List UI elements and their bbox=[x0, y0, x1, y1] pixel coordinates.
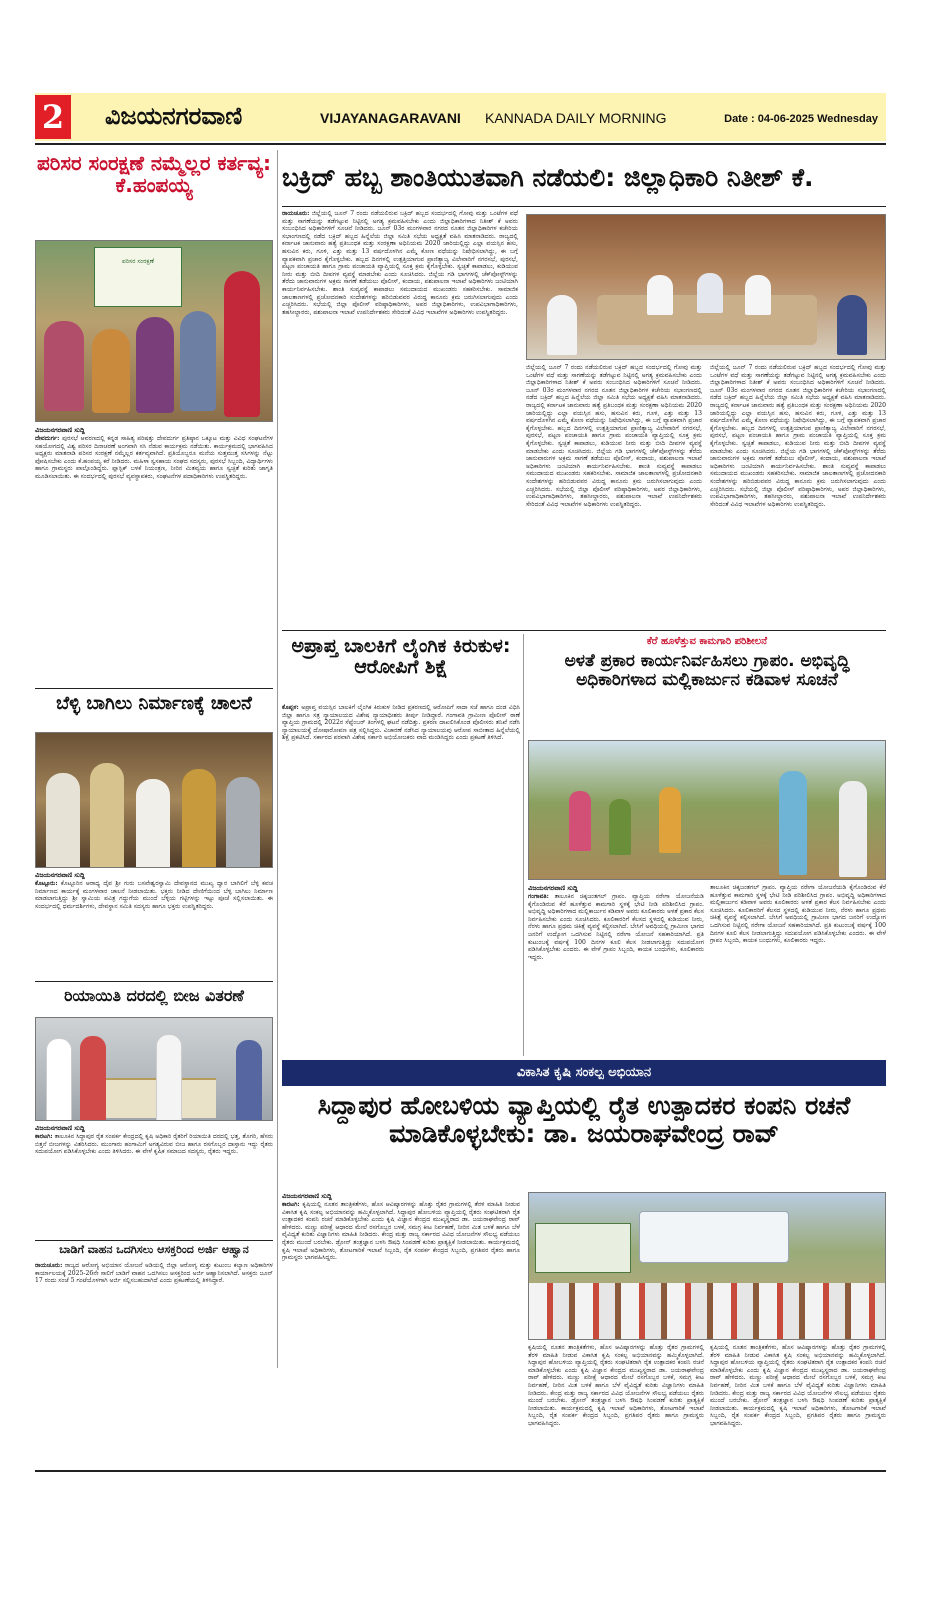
masthead-name-kannada: ವಿಜಯನಗರವಾಣಿ bbox=[105, 102, 243, 130]
person-figure bbox=[569, 791, 591, 851]
story6-kicker: ಕೆರೆ ಹೂಳೆತ್ತುವ ಕಾಮಗಾರಿ ಪರಿಶೀಲನೆ bbox=[646, 636, 768, 647]
person-figure bbox=[180, 311, 216, 411]
story4-body bbox=[35, 1262, 273, 1366]
lead-body-col1 bbox=[282, 210, 518, 626]
person-figure bbox=[182, 769, 216, 868]
story7-byline: ವಿಜಯನಗರವಾಣಿ ಸುದ್ದಿ bbox=[282, 1192, 332, 1200]
photo-banner: ಪರಿಸರ ಸಂರಕ್ಷಣೆ bbox=[94, 247, 182, 307]
story2-text: ಕೊಟ್ಟೂರಿನ ಆರಾಧ್ಯ ದೈವ ಶ್ರೀ ಗುರು ಬಸವೇಶ್ವರಸ್ವಾಮಿ ದೇವಸ್ಥಾನದ ಮುಖ್ಯ ದ್ವಾರ ಬಾಗಿಲಿಗೆ ಬೆಳ್ಳಿ ಕವಚ ನಿರ್ಮಾಣದ ಕಾರ್ಯಕ್ಕೆ ಮಂಗಳವಾರ ಚಾಲನೆ ನೀಡಲಾಯಿತು. ಭಕ್ತರು ನೀಡಿದ ದೇಣಿಗೆಯಿಂದ ಬೆಳ್ಳಿ ಬಾಗಿಲು ನಿರ್ಮಾಣ ಮಾಡಲಾಗುತ್ತಿದ್ದು ಶ್ರೀ ಸ್ವಾಮಿಯ ಪವಿತ್ರ ಗದ್ದುಗೆಯ ಮುಂದೆ ಬೆಳ್ಳಿಯ ಗಟ್ಟಿಗಳನ್ನು ಇಟ್ಟು ಪೂಜೆ ಸಲ್ಲಿಸಲಾಯಿತು. ಈ ಸಂದರ್ಭದಲ್ಲಿ ಧರ್ಮದರ್ಶಿಗಳು, ದೇವಸ್ಥಾನ ಸಮಿತಿ ಸದಸ್ಯರು ಹಾಗೂ ಭಕ್ತರು ಉಪಸ್ಥಿತರಿದ್ದರು. bbox=[35, 880, 273, 910]
story2-photo bbox=[35, 732, 273, 868]
person-figure bbox=[236, 1040, 262, 1121]
story3-text: ತಾಲೂಕಿನ ಸಿದ್ದಾಪುರ ರೈತ ಸಂಪರ್ಕ ಕೇಂದ್ರದಲ್ಲಿ ಕೃಷಿ ಅಧಿಕಾರಿ ರೈತರಿಗೆ ರಿಯಾಯಿತಿ ದರದಲ್ಲಿ ಭತ್ತ, ತೊಗರಿ, ಹೆಸರು ಬಿತ್ತನೆ ಬೀಜಗಳನ್ನು ವಿತರಿಸಿದರು. ಮುಂಗಾರು ಹಂಗಾಮಿಗೆ ಅಗತ್ಯವಿರುವ ಬೀಜ ಹಾಗೂ ರಸಗೊಬ್ಬರ ದಾಸ್ತಾನು ಇದ್ದು ರೈತರು ಸದುಪಯೋಗ ಪಡಿಸಿಕೊಳ್ಳಬೇಕು ಎಂದು ತಿಳಿಸಿದರು. ಈ ವೇಳೆ ಕೃಷಿಕ ಸಮಾಜದ ಸದಸ್ಯರು, ರೈತರು ಇದ್ದರು. bbox=[35, 1133, 273, 1156]
divider bbox=[282, 206, 886, 207]
story1-photo bbox=[35, 240, 273, 422]
person-figure bbox=[745, 275, 771, 315]
story3-photo bbox=[35, 1017, 273, 1121]
story1-text: ಪುರಸಭೆ ಆವರಣದಲ್ಲಿ ಕನ್ನಡ ಸಾಹಿತ್ಯ ಪರಿಷತ್ತು ದೇವದುರ್ಗ ಪ್ರತಿಷ್ಠಾನ ಒಕ್ಕೂಟ ಮತ್ತು ವಿವಿಧ ಸಂಘಟನೆಗಳ ಸಹಯೋಗದಲ್ಲಿ ವಿಶ್ವ ಪರಿಸರ ದಿನಾಚರಣೆ ಅಂಗವಾಗಿ ಸಸಿ ನೆಡುವ ಕಾರ್ಯಕ್ರಮ ನಡೆಯಿತು. ಕಾರ್ಯಕ್ರಮದಲ್ಲಿ ಭಾಗವಹಿಸಿದ ಅಧ್ಯಕ್ಷರು ಮಾತನಾಡಿ ಪರಿಸರ ಸಂರಕ್ಷಣೆ ನಮ್ಮೆಲ್ಲರ ಕರ್ತವ್ಯವಾಗಿದೆ. ಪ್ರತಿಯೊಬ್ಬರೂ ಮನೆಯ ಸುತ್ತಮುತ್ತ ಸಸಿಗಳನ್ನು ನೆಟ್ಟು ಪೋಷಿಸಬೇಕು ಎಂದು ಕೆ.ಹಂಪಯ್ಯ ಕರೆ ನೀಡಿದರು. ಮಹಿಳಾ ಸ್ವಸಹಾಯ ಸಂಘದ ಸದಸ್ಯರು, ಪುರಸಭೆ ಸಿಬ್ಬಂದಿ, ವಿದ್ಯಾರ್ಥಿಗಳು ಹಾಗೂ ಗ್ರಾಮಸ್ಥರು ಪಾಲ್ಗೊಂಡಿದ್ದರು. ಪ್ಲಾಸ್ಟಿಕ್ ಬಳಕೆ ನಿಯಂತ್ರಣ, ನೀರಿನ ಮಿತವ್ಯಯ ಹಾಗೂ ಸ್ವಚ್ಛತೆ ಕುರಿತು ಜಾಗೃತಿ ಮೂಡಿಸಲಾಯಿತು. ಈ ಸಂದರ್ಭದಲ್ಲಿ ಪುರಸಭೆ ವ್ಯವಸ್ಥಾಪಕರು, ಸಂಘಟನೆಗಳ ಪದಾಧಿಕಾರಿಗಳು ಉಪಸ್ಥಿತರಿದ್ದರು. bbox=[35, 435, 273, 480]
story6-body-col2 bbox=[710, 884, 886, 1055]
story6-byline: ವಿಜಯನಗರವಾಣಿ ಸುದ್ದಿ bbox=[528, 884, 578, 892]
story3-headline: ರಿಯಾಯಿತಿ ದರದಲ್ಲಿ ಬೀಜ ವಿತರಣೆ bbox=[64, 987, 244, 1005]
masthead-divider bbox=[35, 143, 886, 145]
page-number: 2 bbox=[35, 95, 71, 139]
lead-text-continued: ಜಿಲ್ಲೆಯಲ್ಲಿ ಜೂನ್ 7 ರಂದು ನಡೆಯಲಿರುವ ಬಕ್ರಿದ್ ಹಬ್ಬದ ಸಂದರ್ಭದಲ್ಲಿ ಗೋವು ಮತ್ತು ಒಂಟೆಗಳ ವಧೆ ಮತ್ತು ಸಾಗಣೆಯನ್ನು ತಡೆಗಟ್ಟುವ ನಿಟ್ಟಿನಲ್ಲಿ ಅಗತ್ಯ ಕ್ರಮವಹಿಸಬೇಕು ಎಂದು ಜಿಲ್ಲಾಧಿಕಾರಿಗಳಾದ ನಿತೀಶ್ ಕೆ ಅವರು ಸಂಬಂಧಿಸಿದ ಅಧಿಕಾರಿಗಳಿಗೆ ಸೂಚನೆ ನೀಡಿದರು. ಜೂನ್ 03ರ ಮಂಗಳವಾರ ನಗರದ ನೂತನ ಜಿಲ್ಲಾಧಿಕಾರಿಗಳ ಕಚೇರಿಯ ಸಭಾಂಗಣದಲ್ಲಿ ನಡೆದ ಬಕ್ರಿದ್ ಹಬ್ಬದ ಹಿನ್ನೆಲೆಯ ಜಿಲ್ಲಾ ಸಮಿತಿ ಸಭೆಯ ಅಧ್ಯಕ್ಷತೆ ವಹಿಸಿ ಮಾತನಾಡಿದರು. ರಾಜ್ಯದಲ್ಲಿ ಕರ್ನಾಟಕ ಜಾನುವಾರು ಹತ್ಯೆ ಪ್ರತಿಬಂಧಕ ಮತ್ತು ಸಂರಕ್ಷಣಾ ಅಧಿನಿಯಮ 2020 ಜಾರಿಯಲ್ಲಿದ್ದು ಎಲ್ಲಾ ವಯಸ್ಸಿನ ಹಸು, ಹಸುವಿನ ಕರು, ಗೂಳಿ, ಎತ್ತು ಮತ್ತು 13 ವರ್ಷದೊಳಗಿನ ಎಮ್ಮೆ ಕೋಣ ವಧೆಯನ್ನು ನಿಷೇಧಿಸಲಾಗಿದ್ದು, ಈ ಬಗ್ಗೆ ವ್ಯಾಪಕವಾಗಿ ಪ್ರಚಾರ ಕೈಗೊಳ್ಳಬೇಕು. ಹಬ್ಬದ ದಿನಗಳಲ್ಲಿ ಉತ್ಪತ್ತಿಯಾಗುವ ಪ್ರಾಣಿತ್ಯಾಜ್ಯ ವಿಲೇವಾರಿಗೆ ನಗರಸಭೆ, ಪುರಸಭೆ, ಪಟ್ಟಣ ಪಂಚಾಯತಿ ಹಾಗೂ ಗ್ರಾಮ ಪಂಚಾಯತಿ ವ್ಯಾಪ್ತಿಯಲ್ಲಿ ಸೂಕ್ತ ಕ್ರಮ ಕೈಗೊಳ್ಳಬೇಕು. ಸ್ವಚ್ಛತೆ ಕಾಪಾಡಲು, ಕುಡಿಯುವ ನೀರು ಮತ್ತು ಬೀದಿ ದೀಪಗಳ ವ್ಯವಸ್ಥೆ ಮಾಡಬೇಕು ಎಂದು ಸೂಚಿಸಿದರು. ಜಿಲ್ಲೆಯ ಗಡಿ ಭಾಗಗಳಲ್ಲಿ ಚೆಕ್‌ಪೋಸ್ಟ್‌ಗಳನ್ನು ತೆರೆದು ಜಾನುವಾರುಗಳ ಅಕ್ರಮ ಸಾಗಣೆ ತಡೆಯಲು ಪೊಲೀಸ್, ಕಂದಾಯ, ಪಶುಪಾಲನಾ ಇಲಾಖೆ ಅಧಿಕಾರಿಗಳು ಜಂಟಿಯಾಗಿ ಕಾರ್ಯನಿರ್ವಹಿಸಬೇಕು. ಶಾಂತಿ ಸುವ್ಯವಸ್ಥೆ ಕಾಪಾಡಲು ಸಮುದಾಯದ ಮುಖಂಡರು ಸಹಕರಿಸಬೇಕು. ಸಾಮಾಜಿಕ ಜಾಲತಾಣಗಳಲ್ಲಿ ಪ್ರಚೋದನಕಾರಿ ಸಂದೇಶಗಳನ್ನು ಹರಿಬಿಡುವವರ ವಿರುದ್ಧ ಕಾನೂನು ಕ್ರಮ ಜರುಗಿಸಲಾಗುವುದು ಎಂದು ಎಚ್ಚರಿಸಿದರು. ಸಭೆಯಲ್ಲಿ ಜಿಲ್ಲಾ ಪೊಲೀಸ್ ವರಿಷ್ಠಾಧಿಕಾರಿಗಳು, ಅಪರ ಜಿಲ್ಲಾಧಿಕಾರಿಗಳು, ಉಪವಿಭಾಗಾಧಿಕಾರಿಗಳು, ತಹಸೀಲ್ದಾರರು, ಪಶುಪಾಲನಾ ಇಲಾಖೆ ಉಪನಿರ್ದೇಶಕರು ಸೇರಿದಂತೆ ವಿವಿಧ ಇಲಾಖೆಗಳ ಅಧಿಕಾರಿಗಳು ಉಪಸ್ಥಿತರಿದ್ದರು. bbox=[710, 364, 886, 508]
divider bbox=[35, 1240, 273, 1241]
story6-photo bbox=[528, 740, 886, 880]
person-figure bbox=[44, 321, 84, 411]
story2-body bbox=[35, 880, 273, 978]
story5-place: ಕೊಪ್ಪಳ: bbox=[282, 704, 299, 711]
lead-text: ಜಿಲ್ಲೆಯಲ್ಲಿ ಜೂನ್ 7 ರಂದು ನಡೆಯಲಿರುವ ಬಕ್ರಿದ್ ಹಬ್ಬದ ಸಂದರ್ಭದಲ್ಲಿ ಗೋವು ಮತ್ತು ಒಂಟೆಗಳ ವಧೆ ಮತ್ತು ಸಾಗಣೆಯನ್ನು ತಡೆಗಟ್ಟುವ ನಿಟ್ಟಿನಲ್ಲಿ ಅಗತ್ಯ ಕ್ರಮವಹಿಸಬೇಕು ಎಂದು ಜಿಲ್ಲಾಧಿಕಾರಿಗಳಾದ ನಿತೀಶ್ ಕೆ ಅವರು ಸಂಬಂಧಿಸಿದ ಅಧಿಕಾರಿಗಳಿಗೆ ಸೂಚನೆ ನೀಡಿದರು. ಜೂನ್ 03ರ ಮಂಗಳವಾರ ನಗರದ ನೂತನ ಜಿಲ್ಲಾಧಿಕಾರಿಗಳ ಕಚೇರಿಯ ಸಭಾಂಗಣದಲ್ಲಿ ನಡೆದ ಬಕ್ರಿದ್ ಹಬ್ಬದ ಹಿನ್ನೆಲೆಯ ಜಿಲ್ಲಾ ಸಮಿತಿ ಸಭೆಯ ಅಧ್ಯಕ್ಷತೆ ವಹಿಸಿ ಮಾತನಾಡಿದರು. ರಾಜ್ಯದಲ್ಲಿ ಕರ್ನಾಟಕ ಜಾನುವಾರು ಹತ್ಯೆ ಪ್ರತಿಬಂಧಕ ಮತ್ತು ಸಂರಕ್ಷಣಾ ಅಧಿನಿಯಮ 2020 ಜಾರಿಯಲ್ಲಿದ್ದು ಎಲ್ಲಾ ವಯಸ್ಸಿನ ಹಸು, ಹಸುವಿನ ಕರು, ಗೂಳಿ, ಎತ್ತು ಮತ್ತು 13 ವರ್ಷದೊಳಗಿನ ಎಮ್ಮೆ ಕೋಣ ವಧೆಯನ್ನು ನಿಷೇಧಿಸಲಾಗಿದ್ದು, ಈ ಬಗ್ಗೆ ವ್ಯಾಪಕವಾಗಿ ಪ್ರಚಾರ ಕೈಗೊಳ್ಳಬೇಕು. ಹಬ್ಬದ ದಿನಗಳಲ್ಲಿ ಉತ್ಪತ್ತಿಯಾಗುವ ಪ್ರಾಣಿತ್ಯಾಜ್ಯ ವಿಲೇವಾರಿಗೆ ನಗರಸಭೆ, ಪುರಸಭೆ, ಪಟ್ಟಣ ಪಂಚಾಯತಿ ಹಾಗೂ ಗ್ರಾಮ ಪಂಚಾಯತಿ ವ್ಯಾಪ್ತಿಯಲ್ಲಿ ಸೂಕ್ತ ಕ್ರಮ ಕೈಗೊಳ್ಳಬೇಕು. ಸ್ವಚ್ಛತೆ ಕಾಪಾಡಲು, ಕುಡಿಯುವ ನೀರು ಮತ್ತು ಬೀದಿ ದೀಪಗಳ ವ್ಯವಸ್ಥೆ ಮಾಡಬೇಕು ಎಂದು ಸೂಚಿಸಿದರು. ಜಿಲ್ಲೆಯ ಗಡಿ ಭಾಗಗಳಲ್ಲಿ ಚೆಕ್‌ಪೋಸ್ಟ್‌ಗಳನ್ನು ತೆರೆದು ಜಾನುವಾರುಗಳ ಅಕ್ರಮ ಸಾಗಣೆ ತಡೆಯಲು ಪೊಲೀಸ್, ಕಂದಾಯ, ಪಶುಪಾಲನಾ ಇಲಾಖೆ ಅಧಿಕಾರಿಗಳು ಜಂಟಿಯಾಗಿ ಕಾರ್ಯನಿರ್ವಹಿಸಬೇಕು. ಶಾಂತಿ ಸುವ್ಯವಸ್ಥೆ ಕಾಪಾಡಲು ಸಮುದಾಯದ ಮುಖಂಡರು ಸಹಕರಿಸಬೇಕು. ಸಾಮಾಜಿಕ ಜಾಲತಾಣಗಳಲ್ಲಿ ಪ್ರಚೋದನಕಾರಿ ಸಂದೇಶಗಳನ್ನು ಹರಿಬಿಡುವವರ ವಿರುದ್ಧ ಕಾನೂನು ಕ್ರಮ ಜರುಗಿಸಲಾಗುವುದು ಎಂದು ಎಚ್ಚರಿಸಿದರು. ಸಭೆಯಲ್ಲಿ ಜಿಲ್ಲಾ ಪೊಲೀಸ್ ವರಿಷ್ಠಾಧಿಕಾರಿಗಳು, ಅಪರ ಜಿಲ್ಲಾಧಿಕಾರಿಗಳು, ಉಪವಿಭಾಗಾಧಿಕಾರಿಗಳು, ತಹಸೀಲ್ದಾರರು, ಪಶುಪಾಲನಾ ಇಲಾಖೆ ಉಪನಿರ್ದೇಶಕರು ಸೇರಿದಂತೆ ವಿವಿಧ ಇಲಾಖೆಗಳ ಅಧಿಕಾರಿಗಳು ಉಪಸ್ಥಿತರಿದ್ದರು. bbox=[282, 210, 518, 316]
page-bottom-rule bbox=[35, 1470, 886, 1472]
story3-place: ಕಾರಟಗಿ: bbox=[35, 1133, 53, 1140]
masthead-name-english: VIJAYANAGARAVANI bbox=[320, 110, 461, 126]
person-figure bbox=[46, 1038, 72, 1121]
story7-text: ಕೃಷಿಯಲ್ಲಿ ನೂತನ ತಾಂತ್ರಿಕತೆಗಳು, ಹೊಸ ಆವಿಷ್ಕಾರಗಳನ್ನು ಹೊತ್ತು ರೈತರ ಗ್ರಾಮಗಳಲ್ಲಿ ತೆರಳಿ ಮಾಹಿತಿ ನೀಡುವ ವಿಕಾಸಿತ ಕೃಷಿ ಸಂಕಲ್ಪ ಅಭಿಯಾನವನ್ನು ಹಮ್ಮಿಕೊಳ್ಳಲಾಗಿದೆ. ಸಿದ್ದಾಪುರ ಹೋಬಳಿಯ ವ್ಯಾಪ್ತಿಯಲ್ಲಿ ರೈತರು ಸಂಘಟಿತರಾಗಿ ರೈತ ಉತ್ಪಾದಕರ ಕಂಪನಿ ರಚನೆ ಮಾಡಿಕೊಳ್ಳಬೇಕು ಎಂದು ಕೃಷಿ ವಿಜ್ಞಾನ ಕೇಂದ್ರದ ಮುಖ್ಯಸ್ಥರಾದ ಡಾ. ಜಯರಾಘವೇಂದ್ರ ರಾವ್ ಹೇಳಿದರು. ಮಣ್ಣು ಪರೀಕ್ಷೆ ಆಧಾರದ ಮೇಲೆ ರಸಗೊಬ್ಬರ ಬಳಕೆ, ಸಮಗ್ರ ಕೀಟ ನಿರ್ವಹಣೆ, ನೀರಿನ ಮಿತ ಬಳಕೆ ಹಾಗೂ ಬೆಳೆ ವೈವಿಧ್ಯತೆ ಕುರಿತು ವಿಜ್ಞಾನಿಗಳು ಮಾಹಿತಿ ನೀಡಿದರು. ಕೇಂದ್ರ ಮತ್ತು ರಾಜ್ಯ ಸರ್ಕಾರದ ವಿವಿಧ ಯೋಜನೆಗಳ ಸೌಲಭ್ಯ ಪಡೆಯಲು ರೈತರು ಮುಂದೆ ಬರಬೇಕು. ಡ್ರೋನ್ ತಂತ್ರಜ್ಞಾನ ಬಳಸಿ ಔಷಧಿ ಸಿಂಪಡಣೆ ಕುರಿತು ಪ್ರಾತ್ಯಕ್ಷಿಕೆ ನೀಡಲಾಯಿತು. ಕಾರ್ಯಕ್ರಮದಲ್ಲಿ ಕೃಷಿ ಇಲಾಖೆ ಅಧಿಕಾರಿಗಳು, ತೋಟಗಾರಿಕೆ ಇಲಾಖೆ ಸಿಬ್ಬಂದಿ, ರೈತ ಸಂಪರ್ಕ ಕೇಂದ್ರದ ಸಿಬ್ಬಂದಿ, ಪ್ರಗತಿಪರ ರೈತರು ಹಾಗೂ ಗ್ರಾಮಸ್ಥರು ಭಾಗವಹಿಸಿದ್ದರು. bbox=[282, 1201, 520, 1262]
story7-body-col2 bbox=[528, 1344, 704, 1466]
story6-headline: ಅಳತೆ ಪ್ರಕಾರ ಕಾರ್ಯನಿರ್ವಹಿಸಲು ಗ್ರಾಪಂ. ಅಭಿವೃದ್ಧಿ ಅಧಿಕಾರಿಗಳಾದ ಮಲ್ಲಿಕಾರ್ಜುನ ಕಡಿವಾಳ ಸೂಚನೆ bbox=[564, 652, 850, 691]
person-figure bbox=[226, 777, 260, 868]
column-divider bbox=[523, 634, 524, 1056]
story3-body bbox=[35, 1133, 273, 1237]
story1-byline: ವಿಜಯನಗರವಾಣಿ ಸುದ್ದಿ bbox=[35, 426, 85, 434]
story7-photo bbox=[528, 1192, 886, 1340]
person-figure bbox=[90, 763, 124, 868]
masthead-date: Date : 04-06-2025 Wednesday bbox=[724, 113, 878, 125]
divider bbox=[35, 981, 273, 982]
story6-text: ತಾಲೂಕಿನ ಚಿಕ್ಕಜಂತಗಲ್ ಗ್ರಾಪಂ. ವ್ಯಾಪ್ತಿಯ ನರೇಗಾ ಯೋಜನೆಯಡಿ ಕೈಗೊಂಡಿರುವ ಕೆರೆ ಹೂಳೆತ್ತುವ ಕಾಮಗಾರಿ ಸ್ಥಳಕ್ಕೆ ಭೇಟಿ ನೀಡಿ ಪರಿಶೀಲಿಸಿದ ಗ್ರಾಪಂ. ಅಭಿವೃದ್ಧಿ ಅಧಿಕಾರಿಗಳಾದ ಮಲ್ಲಿಕಾರ್ಜುನ ಕಡಿವಾಳ ಅವರು ಕೂಲಿಕಾರರು ಅಳತೆ ಪ್ರಕಾರ ಕೆಲಸ ನಿರ್ವಹಿಸಬೇಕು ಎಂದು ಸೂಚಿಸಿದರು. ಕೂಲಿಕಾರರಿಗೆ ಕೆಲಸದ ಸ್ಥಳದಲ್ಲಿ ಕುಡಿಯುವ ನೀರು, ನೆರಳು ಹಾಗೂ ಪ್ರಥಮ ಚಿಕಿತ್ಸೆ ವ್ಯವಸ್ಥೆ ಕಲ್ಪಿಸಲಾಗಿದೆ. ಬೇಸಿಗೆ ಅವಧಿಯಲ್ಲಿ ಗ್ರಾಮೀಣ ಭಾಗದ ಜನರಿಗೆ ಉದ್ಯೋಗ ಒದಗಿಸುವ ನಿಟ್ಟಿನಲ್ಲಿ ನರೇಗಾ ಯೋಜನೆ ಸಹಕಾರಿಯಾಗಿದೆ. ಪ್ರತಿ ಕುಟುಂಬಕ್ಕೆ ವರ್ಷಕ್ಕೆ 100 ದಿನಗಳ ಕೂಲಿ ಕೆಲಸ ನೀಡಲಾಗುತ್ತಿದ್ದು ಸದುಪಯೋಗ ಪಡಿಸಿಕೊಳ್ಳಬೇಕು ಎಂದರು. ಈ ವೇಳೆ ಗ್ರಾಪಂ ಸಿಬ್ಬಂದಿ, ಕಾಯಕ ಬಂಧುಗಳು, ಕೂಲಿಕಾರರು ಇದ್ದರು. bbox=[528, 893, 704, 961]
story7-headline: ಸಿದ್ದಾಪುರ ಹೋಬಳಿಯ ವ್ಯಾಪ್ತಿಯಲ್ಲಿ ರೈತ ಉತ್ಪಾದಕರ ಕಂಪನಿ ರಚನೆ ಮಾಡಿಕೊಳ್ಳಬೇಕು: ಡಾ. ಜಯರಾಘವೇಂದ್ರ ರಾವ್ bbox=[317, 1092, 851, 1148]
story3-byline: ವಿಜಯನಗರವಾಣಿ ಸುದ್ದಿ bbox=[35, 1124, 85, 1132]
person-figure bbox=[779, 771, 807, 875]
person-figure bbox=[647, 275, 673, 315]
van bbox=[639, 1211, 789, 1263]
lead-headline: ಬಕ್ರಿದ್ ಹಬ್ಬ ಶಾಂತಿಯುತವಾಗಿ ನಡೆಯಲಿ: ಜಿಲ್ಲಾಧಿಕಾರಿ ನಿತೀಶ್ ಕೆ. bbox=[282, 163, 814, 192]
masthead bbox=[35, 93, 886, 141]
person-figure bbox=[80, 1036, 106, 1121]
section-banner bbox=[282, 1060, 886, 1086]
person-figure bbox=[839, 781, 867, 877]
person-figure bbox=[92, 329, 130, 413]
story1-place: ದೇವದುರ್ಗ: bbox=[35, 435, 60, 442]
story7-body-col1 bbox=[282, 1201, 520, 1466]
banner-board bbox=[535, 1223, 631, 1273]
person-figure bbox=[136, 317, 174, 413]
seated-crowd bbox=[529, 1283, 886, 1340]
story6-body-col1 bbox=[528, 893, 704, 1055]
story7-text-continued: ಕೃಷಿಯಲ್ಲಿ ನೂತನ ತಾಂತ್ರಿಕತೆಗಳು, ಹೊಸ ಆವಿಷ್ಕಾರಗಳನ್ನು ಹೊತ್ತು ರೈತರ ಗ್ರಾಮಗಳಲ್ಲಿ ತೆರಳಿ ಮಾಹಿತಿ ನೀಡುವ ವಿಕಾಸಿತ ಕೃಷಿ ಸಂಕಲ್ಪ ಅಭಿಯಾನವನ್ನು ಹಮ್ಮಿಕೊಳ್ಳಲಾಗಿದೆ. ಸಿದ್ದಾಪುರ ಹೋಬಳಿಯ ವ್ಯಾಪ್ತಿಯಲ್ಲಿ ರೈತರು ಸಂಘಟಿತರಾಗಿ ರೈತ ಉತ್ಪಾದಕರ ಕಂಪನಿ ರಚನೆ ಮಾಡಿಕೊಳ್ಳಬೇಕು ಎಂದು ಕೃಷಿ ವಿಜ್ಞಾನ ಕೇಂದ್ರದ ಮುಖ್ಯಸ್ಥರಾದ ಡಾ. ಜಯರಾಘವೇಂದ್ರ ರಾವ್ ಹೇಳಿದರು. ಮಣ್ಣು ಪರೀಕ್ಷೆ ಆಧಾರದ ಮೇಲೆ ರಸಗೊಬ್ಬರ ಬಳಕೆ, ಸಮಗ್ರ ಕೀಟ ನಿರ್ವಹಣೆ, ನೀರಿನ ಮಿತ ಬಳಕೆ ಹಾಗೂ ಬೆಳೆ ವೈವಿಧ್ಯತೆ ಕುರಿತು ವಿಜ್ಞಾನಿಗಳು ಮಾಹಿತಿ ನೀಡಿದರು. ಕೇಂದ್ರ ಮತ್ತು ರಾಜ್ಯ ಸರ್ಕಾರದ ವಿವಿಧ ಯೋಜನೆಗಳ ಸೌಲಭ್ಯ ಪಡೆಯಲು ರೈತರು ಮುಂದೆ ಬರಬೇಕು. ಡ್ರೋನ್ ತಂತ್ರಜ್ಞಾನ ಬಳಸಿ ಔಷಧಿ ಸಿಂಪಡಣೆ ಕುರಿತು ಪ್ರಾತ್ಯಕ್ಷಿಕೆ ನೀಡಲಾಯಿತು. ಕಾರ್ಯಕ್ರಮದಲ್ಲಿ ಕೃಷಿ ಇಲಾಖೆ ಅಧಿಕಾರಿಗಳು, ತೋಟಗಾರಿಕೆ ಇಲಾಖೆ ಸಿಬ್ಬಂದಿ, ರೈತ ಸಂಪರ್ಕ ಕೇಂದ್ರದ ಸಿಬ್ಬಂದಿ, ಪ್ರಗತಿಪರ ರೈತರು ಹಾಗೂ ಗ್ರಾಮಸ್ಥರು ಭಾಗವಹಿಸಿದ್ದರು. bbox=[710, 1344, 886, 1427]
story4-text: ರಾಜ್ಯದ ಆರೋಗ್ಯ ಅಭಿಯಾನ ಯೋಜನೆ ಅಡಿಯಲ್ಲಿ ಜಿಲ್ಲಾ ಆರೋಗ್ಯ ಮತ್ತು ಕುಟುಂಬ ಕಲ್ಯಾಣ ಅಧಿಕಾರಿಗಳ ಕಾರ್ಯಾಲಯಕ್ಕೆ 2025-26ನೇ ಸಾಲಿಗೆ ಬಾಡಿಗೆ ವಾಹನ ಒದಗಿಸಲು ಆಸಕ್ತರಿಂದ ಅರ್ಜಿ ಆಹ್ವಾನಿಸಲಾಗಿದೆ. ಆಸಕ್ತರು ಜೂನ್ 17 ರಂದು ಸಂಜೆ 5 ಗಂಟೆಯೊಳಗಾಗಿ ಅರ್ಜಿ ಸಲ್ಲಿಸಬಹುದಾಗಿದೆ ಎಂದು ಪ್ರಕಟಣೆಯಲ್ಲಿ ತಿಳಿಸಿದ್ದಾರೆ. bbox=[35, 1262, 273, 1285]
story5-text: ಅಪ್ರಾಪ್ತ ವಯಸ್ಸಿನ ಬಾಲಕಿಗೆ ಲೈಂಗಿಕ ಕಿರುಕುಳ ನೀಡಿದ ಪ್ರಕರಣದಲ್ಲಿ ಆರೋಪಿಗೆ ಸಾದಾ ಸಜೆ ಹಾಗೂ ದಂಡ ವಿಧಿಸಿ ಜಿಲ್ಲಾ ಹಾಗೂ ಸತ್ರ ನ್ಯಾಯಾಲಯದ ವಿಶೇಷ ನ್ಯಾಯಾಧೀಶರು ತೀರ್ಪು ನೀಡಿದ್ದಾರೆ. ಗಂಗಾವತಿ ಗ್ರಾಮೀಣ ಪೊಲೀಸ್ ಠಾಣೆ ವ್ಯಾಪ್ತಿಯ ಗ್ರಾಮದಲ್ಲಿ 2022ರ ಸೆಪ್ಟೆಂಬರ್ ತಿಂಗಳಲ್ಲಿ ಘಟನೆ ನಡೆದಿತ್ತು. ಪ್ರಕರಣ ದಾಖಲಿಸಿಕೊಂಡ ಪೊಲೀಸರು ತನಿಖೆ ನಡೆಸಿ ನ್ಯಾಯಾಲಯಕ್ಕೆ ದೋಷಾರೋಪಣ ಪತ್ರ ಸಲ್ಲಿಸಿದ್ದರು. ವಿಚಾರಣೆ ನಡೆಸಿದ ನ್ಯಾಯಾಲಯವು ಆರೋಪ ಸಾಬೀತಾದ ಹಿನ್ನೆಲೆಯಲ್ಲಿ ಶಿಕ್ಷೆ ಪ್ರಕಟಿಸಿದೆ. ಸರ್ಕಾರದ ಪರವಾಗಿ ವಿಶೇಷ ಸರ್ಕಾರಿ ಅಭಿಯೋಜಕರು ವಾದ ಮಂಡಿಸಿದ್ದರು ಎಂದು ಪ್ರಕಟಣೆ ತಿಳಿಸಿದೆ. bbox=[282, 704, 520, 742]
story2-byline: ವಿಜಯನಗರವಾಣಿ ಸುದ್ದಿ bbox=[35, 871, 85, 879]
person-figure bbox=[659, 787, 681, 853]
person-figure bbox=[46, 773, 80, 868]
person-figure bbox=[609, 799, 631, 855]
person-figure bbox=[837, 295, 867, 355]
story2-headline: ಬೆಳ್ಳಿ ಬಾಗಿಲು ನಿರ್ಮಾಣಕ್ಕೆ ಚಾಲನೆ bbox=[56, 694, 252, 714]
story5-body bbox=[282, 704, 520, 1054]
story2-place: ಕೊಟ್ಟೂರು: bbox=[35, 880, 58, 887]
story7-body-col3 bbox=[710, 1344, 886, 1466]
person-figure bbox=[156, 1034, 182, 1121]
lead-body-col3 bbox=[710, 364, 886, 626]
banner-label: ವಿಕಾಸಿತ ಕೃಷಿ ಸಂಕಲ್ಪ ಅಭಿಯಾನ bbox=[516, 1065, 652, 1080]
story6-place: ಗಂಗಾವತಿ: bbox=[528, 893, 549, 900]
story1-body bbox=[35, 435, 273, 685]
lead-photo bbox=[526, 214, 886, 360]
story5-headline: ಅಪ್ರಾಪ್ತ ಬಾಲಕಿಗೆ ಲೈಂಗಿಕ ಕಿರುಕುಳ: ಆರೋಪಿಗೆ ಶಿಕ್ಷೆ bbox=[291, 636, 511, 679]
lead-body-col2 bbox=[526, 364, 702, 626]
person-figure bbox=[547, 295, 577, 355]
divider bbox=[282, 630, 886, 631]
story1-headline: ಪರಿಸರ ಸಂರಕ್ಷಣೆ ನಮ್ಮೆಲ್ಲರ ಕರ್ತವ್ಯ: ಕೆ.ಹಂಪಯ್ಯ bbox=[36, 152, 272, 198]
story7-place: ಕಾರಟಗಿ: bbox=[282, 1201, 300, 1208]
lead-text-continued: ಜಿಲ್ಲೆಯಲ್ಲಿ ಜೂನ್ 7 ರಂದು ನಡೆಯಲಿರುವ ಬಕ್ರಿದ್ ಹಬ್ಬದ ಸಂದರ್ಭದಲ್ಲಿ ಗೋವು ಮತ್ತು ಒಂಟೆಗಳ ವಧೆ ಮತ್ತು ಸಾಗಣೆಯನ್ನು ತಡೆಗಟ್ಟುವ ನಿಟ್ಟಿನಲ್ಲಿ ಅಗತ್ಯ ಕ್ರಮವಹಿಸಬೇಕು ಎಂದು ಜಿಲ್ಲಾಧಿಕಾರಿಗಳಾದ ನಿತೀಶ್ ಕೆ ಅವರು ಸಂಬಂಧಿಸಿದ ಅಧಿಕಾರಿಗಳಿಗೆ ಸೂಚನೆ ನೀಡಿದರು. ಜೂನ್ 03ರ ಮಂಗಳವಾರ ನಗರದ ನೂತನ ಜಿಲ್ಲಾಧಿಕಾರಿಗಳ ಕಚೇರಿಯ ಸಭಾಂಗಣದಲ್ಲಿ ನಡೆದ ಬಕ್ರಿದ್ ಹಬ್ಬದ ಹಿನ್ನೆಲೆಯ ಜಿಲ್ಲಾ ಸಮಿತಿ ಸಭೆಯ ಅಧ್ಯಕ್ಷತೆ ವಹಿಸಿ ಮಾತನಾಡಿದರು. ರಾಜ್ಯದಲ್ಲಿ ಕರ್ನಾಟಕ ಜಾನುವಾರು ಹತ್ಯೆ ಪ್ರತಿಬಂಧಕ ಮತ್ತು ಸಂರಕ್ಷಣಾ ಅಧಿನಿಯಮ 2020 ಜಾರಿಯಲ್ಲಿದ್ದು ಎಲ್ಲಾ ವಯಸ್ಸಿನ ಹಸು, ಹಸುವಿನ ಕರು, ಗೂಳಿ, ಎತ್ತು ಮತ್ತು 13 ವರ್ಷದೊಳಗಿನ ಎಮ್ಮೆ ಕೋಣ ವಧೆಯನ್ನು ನಿಷೇಧಿಸಲಾಗಿದ್ದು, ಈ ಬಗ್ಗೆ ವ್ಯಾಪಕವಾಗಿ ಪ್ರಚಾರ ಕೈಗೊಳ್ಳಬೇಕು. ಹಬ್ಬದ ದಿನಗಳಲ್ಲಿ ಉತ್ಪತ್ತಿಯಾಗುವ ಪ್ರಾಣಿತ್ಯಾಜ್ಯ ವಿಲೇವಾರಿಗೆ ನಗರಸಭೆ, ಪುರಸಭೆ, ಪಟ್ಟಣ ಪಂಚಾಯತಿ ಹಾಗೂ ಗ್ರಾಮ ಪಂಚಾಯತಿ ವ್ಯಾಪ್ತಿಯಲ್ಲಿ ಸೂಕ್ತ ಕ್ರಮ ಕೈಗೊಳ್ಳಬೇಕು. ಸ್ವಚ್ಛತೆ ಕಾಪಾಡಲು, ಕುಡಿಯುವ ನೀರು ಮತ್ತು ಬೀದಿ ದೀಪಗಳ ವ್ಯವಸ್ಥೆ ಮಾಡಬೇಕು ಎಂದು ಸೂಚಿಸಿದರು. ಜಿಲ್ಲೆಯ ಗಡಿ ಭಾಗಗಳಲ್ಲಿ ಚೆಕ್‌ಪೋಸ್ಟ್‌ಗಳನ್ನು ತೆರೆದು ಜಾನುವಾರುಗಳ ಅಕ್ರಮ ಸಾಗಣೆ ತಡೆಯಲು ಪೊಲೀಸ್, ಕಂದಾಯ, ಪಶುಪಾಲನಾ ಇಲಾಖೆ ಅಧಿಕಾರಿಗಳು ಜಂಟಿಯಾಗಿ ಕಾರ್ಯನಿರ್ವಹಿಸಬೇಕು. ಶಾಂತಿ ಸುವ್ಯವಸ್ಥೆ ಕಾಪಾಡಲು ಸಮುದಾಯದ ಮುಖಂಡರು ಸಹಕರಿಸಬೇಕು. ಸಾಮಾಜಿಕ ಜಾಲತಾಣಗಳಲ್ಲಿ ಪ್ರಚೋದನಕಾರಿ ಸಂದೇಶಗಳನ್ನು ಹರಿಬಿಡುವವರ ವಿರುದ್ಧ ಕಾನೂನು ಕ್ರಮ ಜರುಗಿಸಲಾಗುವುದು ಎಂದು ಎಚ್ಚರಿಸಿದರು. ಸಭೆಯಲ್ಲಿ ಜಿಲ್ಲಾ ಪೊಲೀಸ್ ವರಿಷ್ಠಾಧಿಕಾರಿಗಳು, ಅಪರ ಜಿಲ್ಲಾಧಿಕಾರಿಗಳು, ಉಪವಿಭಾಗಾಧಿಕಾರಿಗಳು, ತಹಸೀಲ್ದಾರರು, ಪಶುಪಾಲನಾ ಇಲಾಖೆ ಉಪನಿರ್ದೇಶಕರು ಸೇರಿದಂತೆ ವಿವಿಧ ಇಲಾಖೆಗಳ ಅಧಿಕಾರಿಗಳು ಉಪಸ್ಥಿತರಿದ್ದರು. bbox=[526, 364, 702, 508]
divider bbox=[35, 688, 273, 689]
masthead-subtitle: KANNADA DAILY MORNING bbox=[485, 110, 667, 126]
story4-headline: ಬಾಡಿಗೆ ವಾಹನ ಒದಗಿಸಲು ಆಸಕ್ತರಿಂದ ಅರ್ಜಿ ಆಹ್ವಾನ bbox=[59, 1244, 249, 1256]
story7-text-continued: ಕೃಷಿಯಲ್ಲಿ ನೂತನ ತಾಂತ್ರಿಕತೆಗಳು, ಹೊಸ ಆವಿಷ್ಕಾರಗಳನ್ನು ಹೊತ್ತು ರೈತರ ಗ್ರಾಮಗಳಲ್ಲಿ ತೆರಳಿ ಮಾಹಿತಿ ನೀಡುವ ವಿಕಾಸಿತ ಕೃಷಿ ಸಂಕಲ್ಪ ಅಭಿಯಾನವನ್ನು ಹಮ್ಮಿಕೊಳ್ಳಲಾಗಿದೆ. ಸಿದ್ದಾಪುರ ಹೋಬಳಿಯ ವ್ಯಾಪ್ತಿಯಲ್ಲಿ ರೈತರು ಸಂಘಟಿತರಾಗಿ ರೈತ ಉತ್ಪಾದಕರ ಕಂಪನಿ ರಚನೆ ಮಾಡಿಕೊಳ್ಳಬೇಕು ಎಂದು ಕೃಷಿ ವಿಜ್ಞಾನ ಕೇಂದ್ರದ ಮುಖ್ಯಸ್ಥರಾದ ಡಾ. ಜಯರಾಘವೇಂದ್ರ ರಾವ್ ಹೇಳಿದರು. ಮಣ್ಣು ಪರೀಕ್ಷೆ ಆಧಾರದ ಮೇಲೆ ರಸಗೊಬ್ಬರ ಬಳಕೆ, ಸಮಗ್ರ ಕೀಟ ನಿರ್ವಹಣೆ, ನೀರಿನ ಮಿತ ಬಳಕೆ ಹಾಗೂ ಬೆಳೆ ವೈವಿಧ್ಯತೆ ಕುರಿತು ವಿಜ್ಞಾನಿಗಳು ಮಾಹಿತಿ ನೀಡಿದರು. ಕೇಂದ್ರ ಮತ್ತು ರಾಜ್ಯ ಸರ್ಕಾರದ ವಿವಿಧ ಯೋಜನೆಗಳ ಸೌಲಭ್ಯ ಪಡೆಯಲು ರೈತರು ಮುಂದೆ ಬರಬೇಕು. ಡ್ರೋನ್ ತಂತ್ರಜ್ಞಾನ ಬಳಸಿ ಔಷಧಿ ಸಿಂಪಡಣೆ ಕುರಿತು ಪ್ರಾತ್ಯಕ್ಷಿಕೆ ನೀಡಲಾಯಿತು. ಕಾರ್ಯಕ್ರಮದಲ್ಲಿ ಕೃಷಿ ಇಲಾಖೆ ಅಧಿಕಾರಿಗಳು, ತೋಟಗಾರಿಕೆ ಇಲಾಖೆ ಸಿಬ್ಬಂದಿ, ರೈತ ಸಂಪರ್ಕ ಕೇಂದ್ರದ ಸಿಬ್ಬಂದಿ, ಪ್ರಗತಿಪರ ರೈತರು ಹಾಗೂ ಗ್ರಾಮಸ್ಥರು ಭಾಗವಹಿಸಿದ್ದರು. bbox=[528, 1344, 704, 1427]
story4-place: ರಾಯಚೂರು: bbox=[35, 1262, 63, 1269]
person-figure bbox=[136, 779, 170, 868]
lead-place: ರಾಯಚೂರು: bbox=[282, 210, 310, 217]
story6-text-continued: ತಾಲೂಕಿನ ಚಿಕ್ಕಜಂತಗಲ್ ಗ್ರಾಪಂ. ವ್ಯಾಪ್ತಿಯ ನರೇಗಾ ಯೋಜನೆಯಡಿ ಕೈಗೊಂಡಿರುವ ಕೆರೆ ಹೂಳೆತ್ತುವ ಕಾಮಗಾರಿ ಸ್ಥಳಕ್ಕೆ ಭೇಟಿ ನೀಡಿ ಪರಿಶೀಲಿಸಿದ ಗ್ರಾಪಂ. ಅಭಿವೃದ್ಧಿ ಅಧಿಕಾರಿಗಳಾದ ಮಲ್ಲಿಕಾರ್ಜುನ ಕಡಿವಾಳ ಅವರು ಕೂಲಿಕಾರರು ಅಳತೆ ಪ್ರಕಾರ ಕೆಲಸ ನಿರ್ವಹಿಸಬೇಕು ಎಂದು ಸೂಚಿಸಿದರು. ಕೂಲಿಕಾರರಿಗೆ ಕೆಲಸದ ಸ್ಥಳದಲ್ಲಿ ಕುಡಿಯುವ ನೀರು, ನೆರಳು ಹಾಗೂ ಪ್ರಥಮ ಚಿಕಿತ್ಸೆ ವ್ಯವಸ್ಥೆ ಕಲ್ಪಿಸಲಾಗಿದೆ. ಬೇಸಿಗೆ ಅವಧಿಯಲ್ಲಿ ಗ್ರಾಮೀಣ ಭಾಗದ ಜನರಿಗೆ ಉದ್ಯೋಗ ಒದಗಿಸುವ ನಿಟ್ಟಿನಲ್ಲಿ ನರೇಗಾ ಯೋಜನೆ ಸಹಕಾರಿಯಾಗಿದೆ. ಪ್ರತಿ ಕುಟುಂಬಕ್ಕೆ ವರ್ಷಕ್ಕೆ 100 ದಿನಗಳ ಕೂಲಿ ಕೆಲಸ ನೀಡಲಾಗುತ್ತಿದ್ದು ಸದುಪಯೋಗ ಪಡಿಸಿಕೊಳ್ಳಬೇಕು ಎಂದರು. ಈ ವೇಳೆ ಗ್ರಾಪಂ ಸಿಬ್ಬಂದಿ, ಕಾಯಕ ಬಂಧುಗಳು, ಕೂಲಿಕಾರರು ಇದ್ದರು. bbox=[710, 884, 886, 945]
person-figure bbox=[697, 273, 723, 313]
column-divider bbox=[277, 150, 278, 1368]
person-figure bbox=[224, 271, 260, 417]
